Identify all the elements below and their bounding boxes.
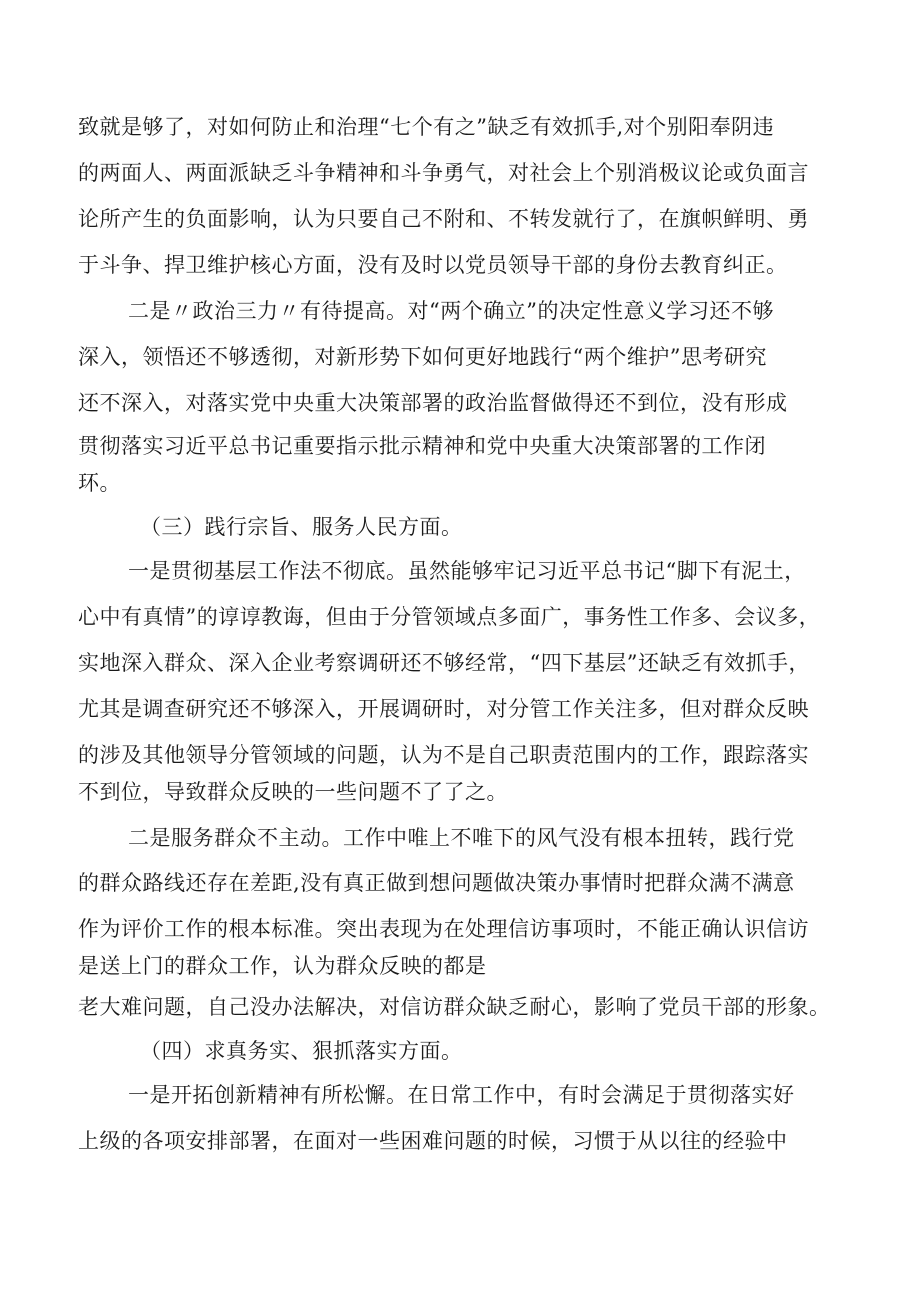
text-line: 是送上门的群众工作，认为群众反映的都是 (78, 954, 487, 978)
text-line: 不到位，导致群众反映的一些问题不了了之。 (78, 780, 508, 804)
text-line: 上级的各项安排部署，在面对一些困难问题的时候，习惯于从以往的经验中 (78, 1129, 788, 1153)
text-line: 贯彻落实习近平总书记重要指示批示精神和党中央重大决策部署的工作闭 (78, 434, 766, 458)
text-line: 实地深入群众、深入企业考察调研还不够经常，“四下基层”还缺乏有效抓手， (78, 651, 810, 675)
text-line: 的两面人、两面派缺乏斗争精神和斗争勇气，对社会上个别消极议论或负面言 (78, 161, 809, 185)
text-line: 二是服务群众不主动。工作中唯上不唯下的风气没有根本扭转，践行党 (128, 826, 795, 850)
text-line: 还不深入，对落实党中央重大决策部署的政治监督做得还不到位，没有形成 (78, 391, 788, 415)
text-line: 老大难问题，自己没办法解决，对信访群众缺乏耐心，影响了党员干部的形象。 (78, 995, 831, 1019)
text-line: 一是开拓创新精神有所松懈。在日常工作中，有时会满足于贯彻落实好 (128, 1083, 795, 1107)
text-line: 二是〃政治三力〃有待提高。对“两个确立”的决定性意义学习还不够 (128, 299, 774, 323)
text-line: 的涉及其他领导分管领域的问题，认为不是自己职责范围内的工作，跟踪落实 (78, 743, 809, 767)
text-line: 于斗争、捍卫维护核心方面，没有及时以党员领导干部的身份去教育纠正。 (78, 253, 788, 277)
text-line: 作为评价工作的根本标准。突出表现为在处理信访事项时，不能正确认识信访 (78, 917, 809, 941)
text-line: 致就是够了，对如何防止和治理“七个有之”缺乏有效抓手,对个别阳奉阴违 (78, 115, 775, 139)
text-line: 环。 (78, 471, 121, 495)
text-line: 一是贯彻基层工作法不彻底。虽然能够牢记习近平总书记“脚下有泥土， (128, 559, 806, 583)
text-line: 深入，领悟还不够透彻，对新形势下如何更好地践行“两个维护”思考研究 (78, 345, 767, 369)
section-heading: （三）践行宗旨、服务人民方面。 (140, 515, 463, 539)
text-line: 论所产生的负面影响，认为只要自己不附和、不转发就行了，在旗帜鲜明、勇 (78, 207, 809, 231)
section-heading: （四）求真务实、狠抓落实方面。 (140, 1039, 463, 1063)
text-line: 的群众路线还存在差距,没有真正做到想问题做决策办事情时把群众满不满意 (78, 871, 795, 895)
text-line: 心中有真情”的谆谆教诲，但由于分管领域点多面广，事务性工作多、会议多， (78, 605, 821, 629)
text-line: 尤其是调查研究还不够深入，开展调研时，对分管工作关注多，但对群众反映 (78, 697, 809, 721)
